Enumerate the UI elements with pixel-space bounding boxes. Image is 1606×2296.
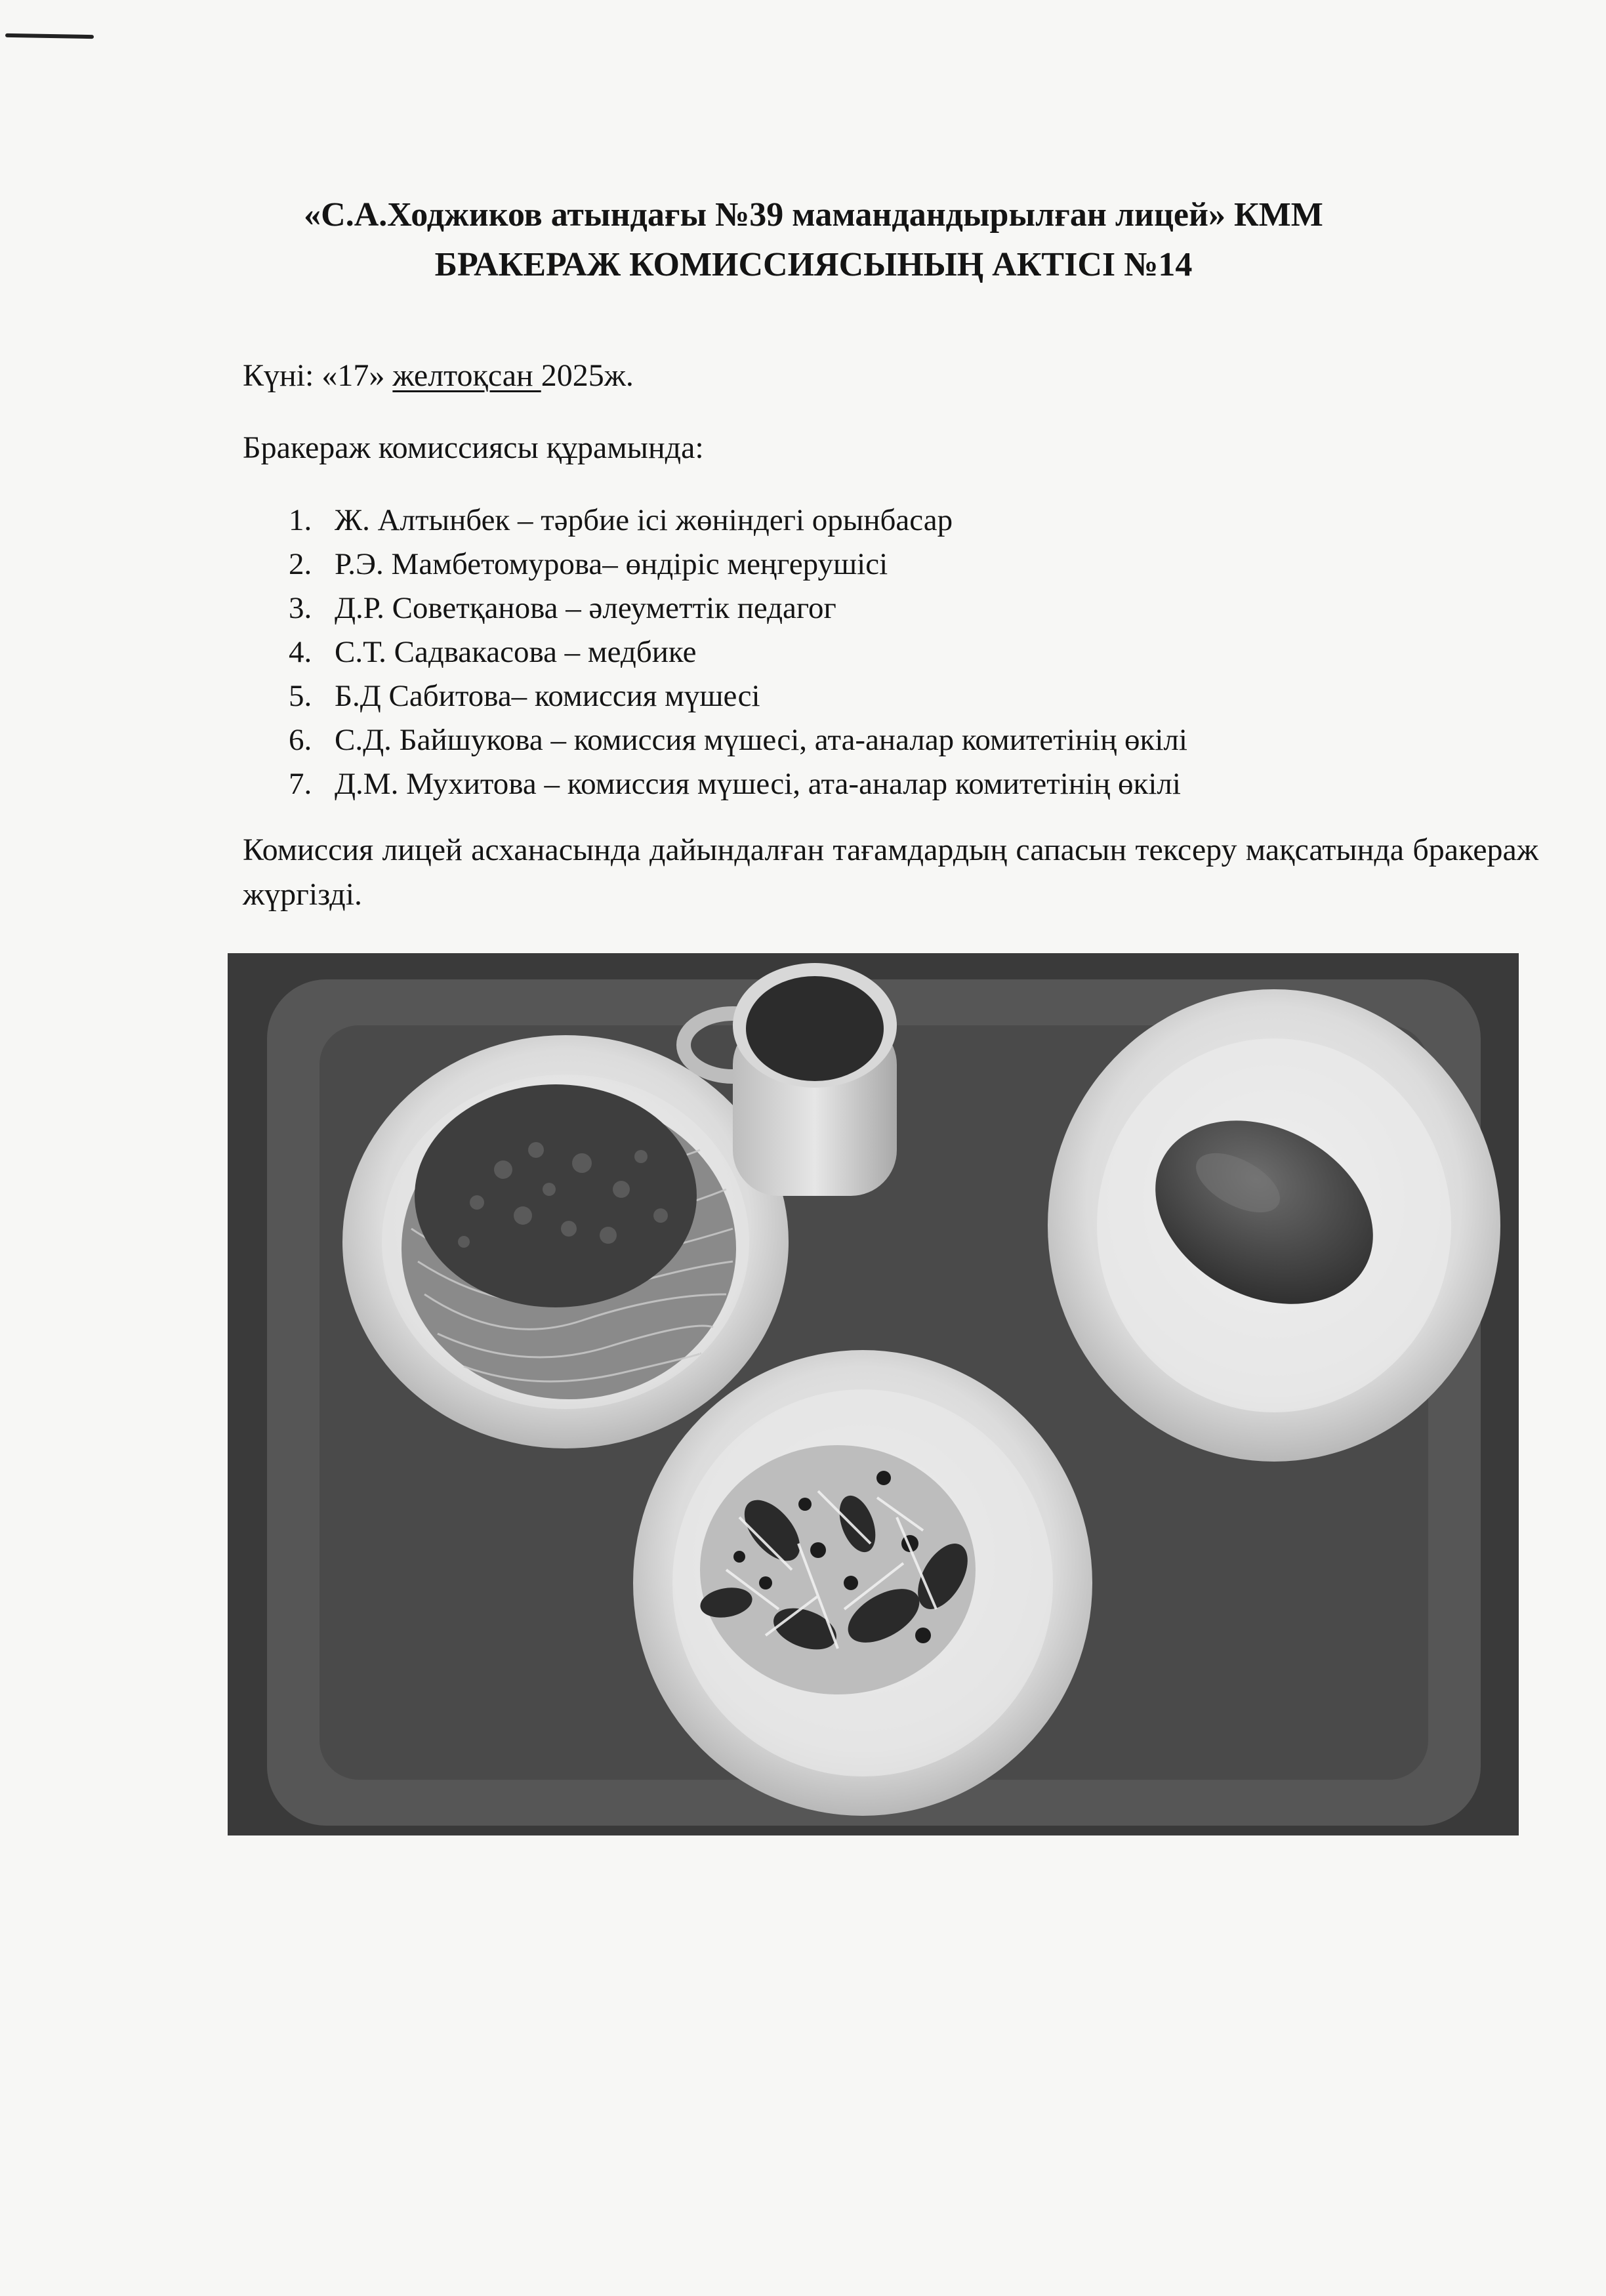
act-title: БРАКЕРАЖ КОМИССИЯСЫНЫҢ АКТІСІ №14 <box>434 246 1193 283</box>
act-date <box>243 358 634 394</box>
spaghetti-plate <box>342 1035 789 1448</box>
meal-tray-photo <box>228 953 1519 1835</box>
list-item: 3. Д.Р. Советқанова – әлеуметтік педагог <box>289 591 836 625</box>
list-item: 7. Д.М. Мухитова – комиссия мүшесі, ата-аналар комитетінің өкілі <box>289 767 1181 801</box>
commission-members-list <box>289 499 1187 806</box>
date-prefix: Күні: «17» <box>243 358 393 393</box>
bun-plate <box>1048 989 1500 1462</box>
organization-title: «С.А.Ходжиков атындағы №39 мамандандырылған лицей» КММ <box>304 196 1323 234</box>
list-item: 5. Б.Д Сабитова– комиссия мүшесі <box>289 679 760 713</box>
document-header <box>197 190 1430 290</box>
list-item: 2. Р.Э. Мамбетомурова– өндіріс меңгерушісі <box>289 547 888 581</box>
date-year: 2025ж. <box>541 358 634 393</box>
list-item: 1. Ж. Алтынбек – тәрбие ісі жөніндегі орынбасар <box>289 503 953 537</box>
list-item: 4. С.Т. Садвакасова – медбике <box>289 635 697 669</box>
salad-plate <box>633 1350 1092 1816</box>
purpose-paragraph: Комиссия лицей асханасында дайындалған тағамдардың сапасын тексеру мақсатында бракераж жүргізді. <box>243 832 1538 912</box>
corner-pen-mark <box>5 33 94 39</box>
commission-composition-label: Бракераж комиссиясы құрамында: <box>243 430 704 465</box>
date-month: желтоқсан <box>392 358 541 393</box>
list-item: 6. С.Д. Байшукова – комиссия мүшесі, ата-аналар комитетінің өкілі <box>289 723 1187 757</box>
